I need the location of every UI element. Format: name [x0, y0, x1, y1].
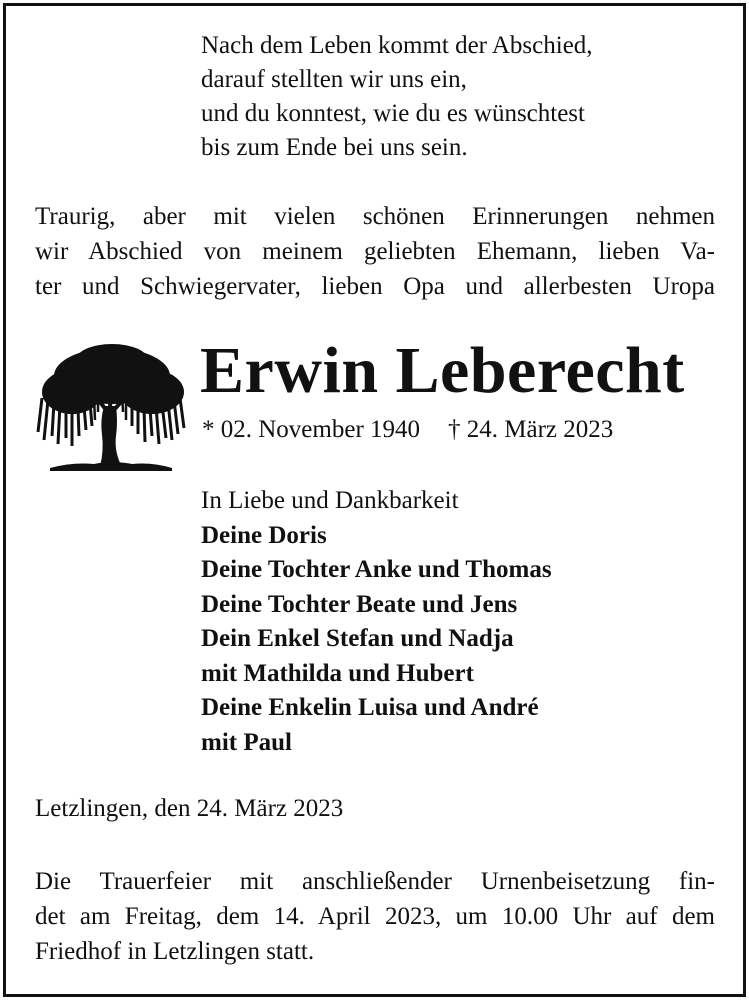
intro-line: wir Abschied von meinem geliebten Ehemann, lieben Va-: [35, 238, 715, 265]
service-line: Friedhof in Letzlingen statt.: [35, 938, 315, 965]
mourner-entry: Deine Doris: [201, 521, 327, 549]
service-line: det am Freitag, dem 14. April 2023, um 10.00 Uhr auf dem: [35, 903, 715, 930]
service-info: [35, 864, 715, 969]
intro-text: [35, 199, 715, 304]
poem-line: darauf stellten wir uns ein,: [201, 66, 467, 93]
poem-line: bis zum Ende bei uns sein.: [201, 134, 468, 161]
deceased-name: Erwin Leberecht: [200, 334, 685, 407]
mourner-entry: mit Mathilda und Hubert: [201, 659, 474, 687]
birth-date: * 02. November 1940: [202, 416, 421, 443]
mourner-entry: Dein Enkel Stefan und Nadja: [201, 625, 514, 652]
service-line: Die Trauerfeier mit anschließender Urnenbeisetzung fin-: [35, 868, 715, 895]
mourners-list: [201, 484, 552, 760]
mourner-entry: Deine Tochter Beate und Jens: [201, 590, 518, 618]
mourner-entry: mit Paul: [201, 728, 292, 756]
poem-line: Nach dem Leben kommt der Abschied,: [201, 32, 593, 59]
intro-line: Traurig, aber mit vielen schönen Erinnerungen nehmen: [35, 203, 715, 230]
life-dates: [202, 413, 613, 447]
weeping-willow-icon: [32, 340, 190, 475]
poem: [201, 29, 593, 165]
intro-line: ter und Schwiegervater, lieben Opa und allerbesten Uropa: [35, 273, 715, 300]
death-date: † 24. März 2023: [448, 416, 614, 443]
mourners-intro: In Liebe und Dankbarkeit: [201, 487, 459, 514]
poem-line: und du konntest, wie du es wünschtest: [201, 100, 585, 127]
place-and-date: Letzlingen, den 24. März 2023: [35, 795, 344, 822]
mourner-entry: Deine Tochter Anke und Thomas: [201, 556, 552, 583]
mourner-entry: Deine Enkelin Luisa und André: [201, 694, 539, 721]
